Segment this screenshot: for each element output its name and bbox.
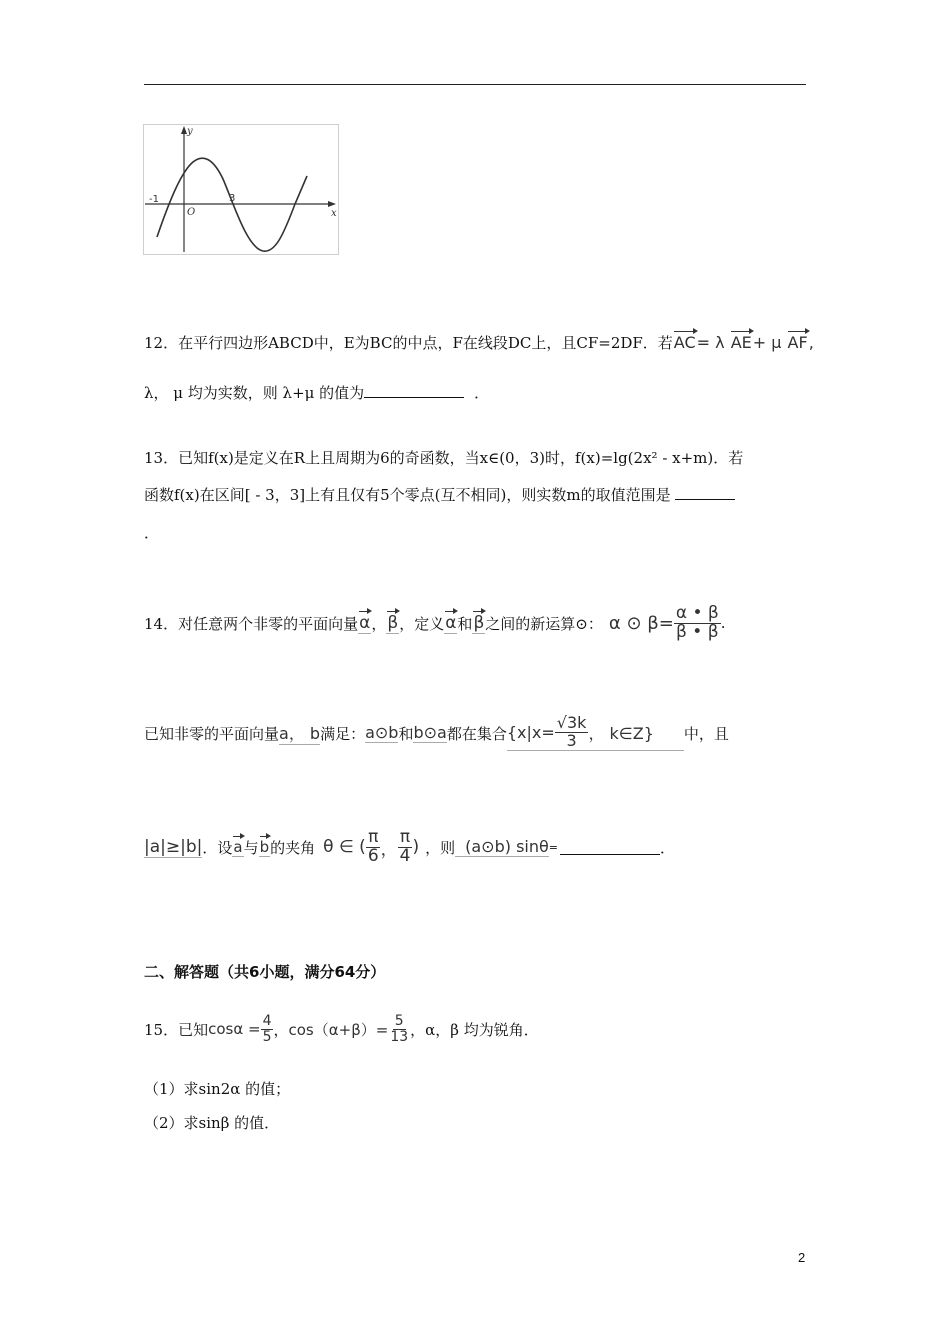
theta-in: θ ∈ ( <box>323 837 366 857</box>
op-definition-eq: = <box>658 612 674 634</box>
range-comma: ， <box>380 839 398 860</box>
pi-1: π <box>368 826 379 847</box>
q15-part1: （1）求sin2α 的值； <box>144 1080 291 1098</box>
answer-blank-13 <box>675 485 735 500</box>
q14-and: 和 <box>457 614 473 633</box>
alpha-symbol: α <box>359 612 371 633</box>
q14-end: ． <box>660 838 676 857</box>
q13-text-2: 函数f(x)在区间[ - 3，3]上有且仅有5个零点(互不相同)，则实数m的取值范围是 <box>144 486 671 504</box>
six: 6 <box>367 845 379 866</box>
q14-line3 <box>144 822 675 872</box>
set-fraction <box>555 715 589 750</box>
set-numerator: √3k <box>556 713 587 733</box>
vector-beta-2 <box>472 613 485 634</box>
origin-label: O <box>187 207 196 218</box>
vector-af: AF <box>787 333 808 352</box>
q12-line2 <box>144 382 489 403</box>
header-rule <box>144 84 806 85</box>
tick-label-three: 3 <box>229 193 236 204</box>
fraction-denominator: β • β <box>676 621 719 642</box>
f1-den: 5 <box>262 1028 272 1045</box>
q12-vector-equation <box>673 333 814 352</box>
b-symbol: b <box>259 837 270 856</box>
q13-line1: 13．已知f(x)是定义在R上且周期为6的奇函数，当x∈(0，3)时，f(x)=lg(2x² - x+m)．若 <box>144 449 744 467</box>
q14-with: 与 <box>243 838 259 857</box>
a-op-b: a⊙b <box>365 723 399 742</box>
q12-text-2: λ， μ 均为实数，则 λ+μ 的值为 <box>144 384 365 402</box>
y-axis-label: y <box>187 126 193 137</box>
vector-ae: AE <box>730 333 752 352</box>
q14-eq2: = <box>548 840 558 854</box>
page-number: 2 <box>798 1250 806 1265</box>
q15-rest: ，α，β 均为锐角． <box>410 1020 539 1039</box>
q12-line1 <box>144 332 814 353</box>
q14-line2 <box>144 708 729 758</box>
eq-lambda: = λ <box>696 333 725 352</box>
set-expression <box>507 715 684 751</box>
op-definition-fraction <box>674 602 721 642</box>
q14-comma: ， <box>371 614 387 633</box>
vector-alpha <box>358 613 371 634</box>
plus-mu: + μ <box>752 333 782 352</box>
four: 4 <box>399 845 411 866</box>
answer-blank-14 <box>560 840 660 855</box>
set-right: ， k∈Z} <box>588 724 654 743</box>
vector-beta <box>386 613 399 634</box>
x-axis-label: x <box>331 208 337 219</box>
op-definition-left: α ⊙ β <box>608 612 659 634</box>
f1-num: 4 <box>262 1012 272 1029</box>
q14-define: ，定义 <box>399 614 445 633</box>
beta-symbol: β <box>387 612 399 633</box>
alpha-symbol-2: α <box>445 612 457 633</box>
graph-frame <box>144 125 339 255</box>
beta-symbol-2: β <box>473 612 485 633</box>
f2-den: 13 <box>390 1028 409 1045</box>
section-heading: 二、解答题（共6小题，满分64分） <box>144 963 386 981</box>
q14-in-set: 都在集合 <box>446 724 507 743</box>
q15-comma: ， <box>273 1020 289 1039</box>
q15-line1 <box>144 1008 539 1050</box>
vectors-a-b: a， b <box>279 721 320 745</box>
q14-period: . <box>720 614 726 632</box>
sine-graph-figure <box>143 124 339 255</box>
q14-between: 之间的新运算⊙： <box>485 614 603 633</box>
q14-text: 14．对任意两个非零的平面向量 <box>144 614 359 633</box>
set-left: {x|x= <box>506 723 555 742</box>
pi-2: π <box>399 826 411 847</box>
fraction-4-5 <box>261 1014 274 1044</box>
pi-over-4 <box>398 826 413 866</box>
q14-line1 <box>144 598 726 648</box>
magnitude-condition: |a|≥|b| <box>144 836 203 857</box>
f2-num: 5 <box>394 1012 404 1029</box>
q15-part2: （2）求sinβ 的值． <box>144 1114 280 1132</box>
a-symbol: a <box>233 837 243 856</box>
q14-and-2: 和 <box>398 724 414 743</box>
fraction-numerator: α • β <box>675 602 719 623</box>
q14-angle: 的夹角 <box>270 838 316 857</box>
target-expression: (a⊙b) sinθ <box>455 837 549 857</box>
cos-alpha: cosα = <box>208 1020 261 1038</box>
q14-text-2: 已知非零的平面向量 <box>144 724 280 743</box>
q12-end: ． <box>474 384 490 402</box>
range-close: ) <box>412 837 420 857</box>
b-op-a: b⊙a <box>413 723 447 742</box>
q12-comma: , <box>808 333 814 352</box>
tick-label-minus-one: -1 <box>149 194 159 205</box>
q13-line3: ． <box>144 524 160 542</box>
pi-over-6 <box>366 826 381 866</box>
set-denominator: 3 <box>566 731 577 750</box>
fraction-5-13 <box>388 1014 410 1044</box>
theta-range <box>323 826 420 866</box>
q15-intro: 15．已知 <box>144 1020 209 1039</box>
q14-then: ，则 <box>425 838 456 857</box>
q12-text: 12．在平行四边形ABCD中，E为BC的中点，F在线段DC上，且CF=2DF．若 <box>144 334 673 352</box>
q14-middle: 中，且 <box>683 724 729 743</box>
vector-ac: AC <box>673 333 696 352</box>
q14-satisfy: 满足： <box>320 724 366 743</box>
q13-line2 <box>144 484 735 505</box>
vector-alpha-2 <box>444 613 457 634</box>
q14-let: ．设 <box>202 838 233 857</box>
answer-blank-12 <box>364 383 464 398</box>
vector-a-3 <box>232 838 243 857</box>
cos-sum: cos（α+β）= <box>288 1020 389 1039</box>
vector-b-3 <box>259 838 271 857</box>
